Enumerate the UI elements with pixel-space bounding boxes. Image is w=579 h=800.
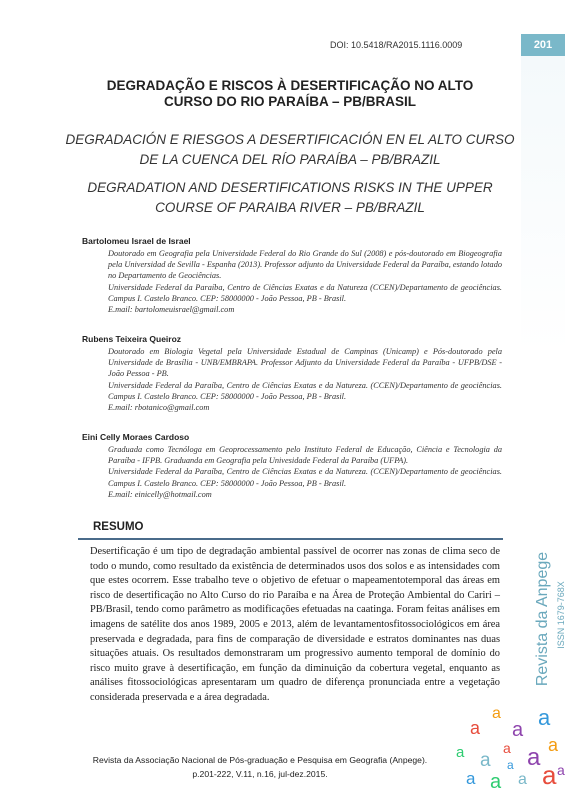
decorative-letter: a [490, 771, 502, 793]
author-email: E.mail: bartolomeuisrael@gmail.com [108, 305, 235, 315]
author-block-2 [82, 334, 502, 413]
section-divider [78, 538, 503, 540]
decorative-letter: a [466, 768, 476, 788]
title-pt-line-2: CURSO DO RIO PARAÍBA – PB/BRASIL [163, 94, 417, 109]
author-affiliation: Universidade Federal da Paraíba, Centro de Ciências Exatas e da Natureza (CCEN)/Departamento de geociências. Campus I. Castelo Branco. CEP: 58000000 - João Pessoa, PB - Brasil. [108, 282, 502, 303]
footer-line-1: Revista da Associação Nacional de Pós-graduação e Pesquisa em Geografia (Anpege). [92, 755, 428, 765]
journal-name: Revista da Anpege [534, 551, 551, 687]
author-affiliation: Universidade Federal da Paraíba, Centro de Ciências Exatas e da Natureza. (CCEN)/Departamento de geociências. Campus I. Castelo Branco. CEP: 58000000 - João Pessoa, PB - Brasil. [108, 380, 502, 401]
title-es-line-2: DE LA CUENCA DEL RÍO PARAÍBA – PB/BRAZIL [139, 152, 441, 167]
decorative-letter: a [492, 705, 501, 722]
author-email: E.mail: einicelly@hotmail.com [108, 489, 212, 499]
author-email: E.mail: rbotanico@gmail.com [108, 403, 210, 413]
title-spanish [60, 130, 520, 170]
decorative-letter: a [480, 749, 491, 771]
doi-reference: DOI: 10.5418/RA2015.1116.0009 [330, 40, 463, 50]
decorative-letter: a [518, 771, 527, 788]
decorative-letter: a [470, 718, 481, 738]
author-bio: Doutorado em Biologia Vegetal pela Universidade Estadual de Campinas (Unicamp) e Pós-doutorado pela Universidade de Brasília - UNB/EMBRAPA. Professor Adjunto da Universidade Federal da Paraíba - UFPB/DSE - João Pessoa - PB. [108, 347, 502, 379]
decorative-letter: a [456, 743, 465, 761]
decorative-letter: a [503, 740, 511, 756]
author-bio: Doutorado em Geografia pela Universidade Federal do Rio Grande do Sul (2008) e pós-doutorado em Biogeografia pela Universidad de Sevilla - Espanha (2013). Professor adjunto da Universidade Federal da Paraíba, estando lotado no Departamento de Geociências. [108, 249, 502, 281]
footer-line-2: p.201-222, V.11, n.16, jul-dez.2015. [192, 769, 328, 779]
journal-vertical-label [521, 540, 565, 720]
author-affiliation: Universidade Federal da Paraíba, Centro de Ciências Exatas e da Natureza. (CCEN)/Departamento de geociências. Campus I. Castelo Branco. CEP: 58000000 - João Pessoa, PB - Brasil. [108, 467, 502, 488]
author-block-1 [82, 236, 502, 315]
page-number-badge: 201 [521, 34, 565, 56]
page-footer [85, 753, 435, 781]
decorative-letter: a [542, 760, 557, 790]
decorative-letter: a [512, 719, 524, 741]
decorative-letter: a [538, 705, 551, 730]
author-block-3 [82, 432, 502, 500]
title-portuguese [60, 78, 520, 110]
decorative-letter: a [548, 735, 559, 755]
title-en-line-2: COURSE OF PARAIBA RIVER – PB/BRAZIL [155, 200, 425, 215]
author-name: Eini Celly Moraes Cardoso [82, 432, 190, 442]
author-bio: Graduada como Tecnóloga em Geoprocessamento pelo Instituto Federal de Educação, Ciência e Tecnologia da Paraíba - IFPB. Graduanda em Geografia pela Univesidade Federal da Paraíba (UFPA). [108, 445, 502, 466]
title-english [60, 178, 520, 218]
resumo-heading: RESUMO [93, 521, 144, 533]
author-name: Rubens Teixeira Queiroz [82, 334, 182, 344]
title-es-line-1: DEGRADACIÓN E RIESGOS A DESERTIFICACIÓN EN EL ALTO CURSO [65, 132, 515, 147]
title-en-line-1: DEGRADATION AND DESERTIFICATIONS RISKS IN THE UPPER [87, 180, 493, 195]
decorative-letter: a [557, 762, 565, 778]
journal-issn: ISSN 1679-768X [556, 581, 566, 649]
title-pt-line-1: DEGRADAÇÃO E RISCOS À DESERTIFICAÇÃO NO ALTO [106, 78, 474, 93]
decorative-letter: a [527, 744, 541, 771]
resumo-text: Desertificação é um tipo de degradação ambiental passível de ocorrer nas zonas de clima seco de todo o mundo, como resultado da existência de determinados usos dos solos e as intensidades com que estes ocorrem. Esse trabalho teve o objetivo de efetuar o mapeamentotemporal das áreas em risco de desertificação no Alto Curso do rio Paraíba e na Área de Proteção Ambiental do Cariri – PB/Brasil, tendo como parâmetro as modificações efetuadas na caatinga. Foram feitas análises em imagens de satélite dos anos 1989, 2005 e 2013, além de levantamentosfitossociológicos em área preservada e degradada, para fins de comparação de diversidade e estratos dominantes nas duas situações atuais. Os resultados demonstraram um progressivo aumento temporal de domínio do risco muito grave à desertificação, em função da diminuição da cobertura vegetal, enquanto as análises fitossociológicas apresentaram um quadro de diferença pronunciada entre a vegetação considerada preservada e a área degradada. [90, 546, 500, 703]
author-name: Bartolomeu Israel de Israel [82, 236, 191, 246]
decorative-letter: a [507, 758, 514, 772]
